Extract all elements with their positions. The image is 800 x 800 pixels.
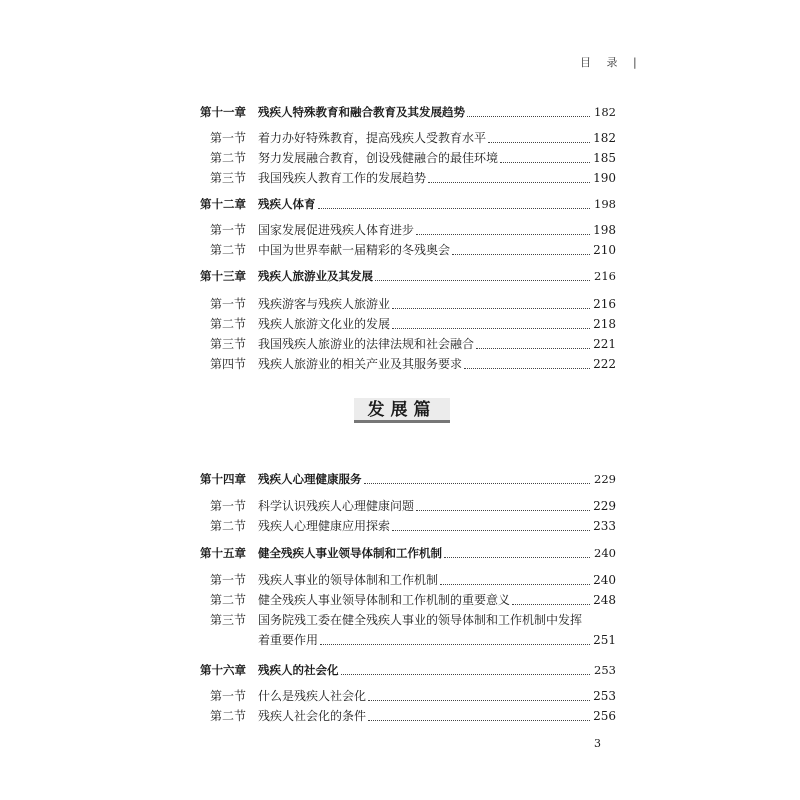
page-ref: 253 bbox=[593, 689, 616, 703]
section-title: 我国残疾人教育工作的发展趋势 bbox=[258, 171, 427, 185]
dot-leader bbox=[392, 319, 590, 329]
chapter-title: 残疾人体育 bbox=[258, 197, 316, 211]
section-title: 什么是残疾人社会化 bbox=[258, 689, 367, 703]
chapter-label: 第十五章 bbox=[200, 546, 246, 560]
page-ref: 233 bbox=[593, 519, 616, 533]
page-ref: 229 bbox=[594, 472, 616, 486]
section-label: 第三节 bbox=[210, 337, 247, 351]
section-title: 残疾游客与残疾人旅游业 bbox=[258, 297, 391, 311]
dot-leader bbox=[464, 359, 590, 369]
dot-leader bbox=[444, 548, 590, 558]
dot-leader bbox=[500, 153, 590, 163]
dot-leader bbox=[416, 501, 590, 511]
section-title: 残疾人社会化的条件 bbox=[258, 709, 367, 723]
section-label: 第四节 bbox=[210, 357, 247, 371]
toc-section-line[interactable] bbox=[200, 336, 616, 352]
dot-leader bbox=[375, 271, 590, 281]
chapter-label: 第十六章 bbox=[200, 663, 246, 677]
toc-section-line[interactable] bbox=[200, 356, 616, 372]
section-title: 着力办好特殊教育，提高残疾人受教育水平 bbox=[258, 131, 487, 145]
toc-section-line[interactable] bbox=[200, 130, 616, 146]
dot-leader bbox=[364, 474, 591, 484]
section-label: 第一节 bbox=[210, 297, 247, 311]
section-label: 第三节 bbox=[210, 171, 247, 185]
toc-section-line[interactable] bbox=[200, 518, 616, 534]
page-ref: 240 bbox=[593, 573, 616, 587]
toc-section-line[interactable] bbox=[200, 150, 616, 166]
section-title: 残疾人心理健康应用探索 bbox=[258, 519, 391, 533]
chapter-title: 残疾人旅游业及其发展 bbox=[258, 269, 373, 283]
toc-section-line[interactable] bbox=[200, 222, 616, 238]
page-number: 3 bbox=[594, 737, 601, 750]
dot-leader bbox=[341, 665, 591, 675]
page-ref: 253 bbox=[594, 663, 616, 677]
section-title: 残疾人事业的领导体制和工作机制 bbox=[258, 573, 439, 587]
page-ref: 182 bbox=[593, 131, 616, 145]
toc-chapter-line[interactable] bbox=[200, 104, 616, 120]
chapter-title: 残疾人心理健康服务 bbox=[258, 472, 362, 486]
toc-chapter-line[interactable] bbox=[200, 662, 616, 678]
page-ref: 210 bbox=[593, 243, 616, 257]
dot-leader bbox=[320, 635, 590, 645]
section-label: 第三节 bbox=[210, 613, 247, 627]
dot-leader bbox=[392, 299, 590, 309]
dot-leader bbox=[368, 711, 590, 721]
page-ref: 256 bbox=[593, 709, 616, 723]
section-title: 着重要作用 bbox=[258, 633, 319, 647]
page-ref: 218 bbox=[593, 317, 616, 331]
page-ref: 240 bbox=[594, 546, 616, 560]
dot-leader bbox=[512, 595, 590, 605]
page-ref: 190 bbox=[593, 171, 616, 185]
section-label: 第二节 bbox=[210, 243, 247, 257]
chapter-label: 第十二章 bbox=[200, 197, 246, 211]
page-ref: 251 bbox=[593, 633, 616, 647]
chapter-label: 第十三章 bbox=[200, 269, 246, 283]
toc-section-line[interactable] bbox=[200, 708, 616, 724]
running-header: 目 录 | bbox=[580, 56, 643, 69]
toc-section-line[interactable] bbox=[200, 688, 616, 704]
page-ref: 185 bbox=[593, 151, 616, 165]
page-ref: 222 bbox=[593, 357, 616, 371]
toc-chapter-line[interactable] bbox=[200, 196, 616, 212]
dot-leader bbox=[440, 575, 590, 585]
section-label: 第一节 bbox=[210, 499, 247, 513]
page-ref: 216 bbox=[594, 269, 616, 283]
dot-leader bbox=[476, 339, 590, 349]
page-ref: 221 bbox=[593, 337, 616, 351]
section-title: 残疾人旅游文化业的发展 bbox=[258, 317, 391, 331]
section-title: 国家发展促进残疾人体育进步 bbox=[258, 223, 415, 237]
toc-section-line[interactable] bbox=[200, 296, 616, 312]
dot-leader bbox=[416, 225, 590, 235]
section-title: 努力发展融合教育，创设残健融合的最佳环境 bbox=[258, 151, 499, 165]
section-label: 第二节 bbox=[210, 317, 247, 331]
toc-chapter-line[interactable] bbox=[200, 268, 616, 284]
page-ref: 198 bbox=[593, 223, 616, 237]
toc-chapter-line[interactable] bbox=[200, 471, 616, 487]
section-label: 第二节 bbox=[210, 151, 247, 165]
section-label: 第二节 bbox=[210, 709, 247, 723]
toc-section-line[interactable] bbox=[200, 242, 616, 258]
section-label: 第一节 bbox=[210, 573, 247, 587]
toc-section-line[interactable] bbox=[258, 632, 616, 648]
dot-leader bbox=[428, 173, 590, 183]
dot-leader bbox=[392, 521, 590, 531]
section-title: 国务院残工委在健全残疾人事业的领导体制和工作机制中发挥 bbox=[258, 613, 583, 627]
section-title: 我国残疾人旅游业的法律法规和社会融合 bbox=[258, 337, 475, 351]
section-label: 第一节 bbox=[210, 223, 247, 237]
section-label: 第一节 bbox=[210, 689, 247, 703]
section-label: 第二节 bbox=[210, 519, 247, 533]
section-title: 中国为世界奉献一届精彩的冬残奥会 bbox=[258, 243, 451, 257]
section-title: 残疾人旅游业的相关产业及其服务要求 bbox=[258, 357, 463, 371]
section-label: 第二节 bbox=[210, 593, 247, 607]
section-title: 科学认识残疾人心理健康问题 bbox=[258, 499, 415, 513]
dot-leader bbox=[467, 107, 590, 117]
page-ref: 198 bbox=[594, 197, 616, 211]
chapter-title: 残疾人的社会化 bbox=[258, 663, 339, 677]
page-ref: 216 bbox=[593, 297, 616, 311]
page-ref: 182 bbox=[594, 105, 616, 119]
toc-chapter-line[interactable] bbox=[200, 545, 616, 561]
part-title-underline bbox=[354, 420, 450, 423]
toc-section-line[interactable] bbox=[200, 572, 616, 588]
chapter-label: 第十一章 bbox=[200, 105, 246, 119]
chapter-title: 残疾人特殊教育和融合教育及其发展趋势 bbox=[258, 105, 465, 119]
dot-leader bbox=[368, 691, 590, 701]
page-ref: 229 bbox=[593, 499, 616, 513]
dot-leader bbox=[488, 133, 590, 143]
section-label: 第一节 bbox=[210, 131, 247, 145]
page-ref: 248 bbox=[593, 593, 616, 607]
toc-section-line[interactable] bbox=[200, 612, 616, 628]
toc-section-line[interactable] bbox=[200, 592, 616, 608]
dot-leader bbox=[318, 199, 591, 209]
toc-section-line[interactable] bbox=[200, 170, 616, 186]
chapter-title: 健全残疾人事业领导体制和工作机制 bbox=[258, 546, 442, 560]
part-title: 发展篇 bbox=[354, 398, 450, 422]
toc-section-line[interactable] bbox=[200, 316, 616, 332]
dot-leader bbox=[452, 245, 590, 255]
toc-section-line[interactable] bbox=[200, 498, 616, 514]
section-title: 健全残疾人事业领导体制和工作机制的重要意义 bbox=[258, 593, 511, 607]
chapter-label: 第十四章 bbox=[200, 472, 246, 486]
